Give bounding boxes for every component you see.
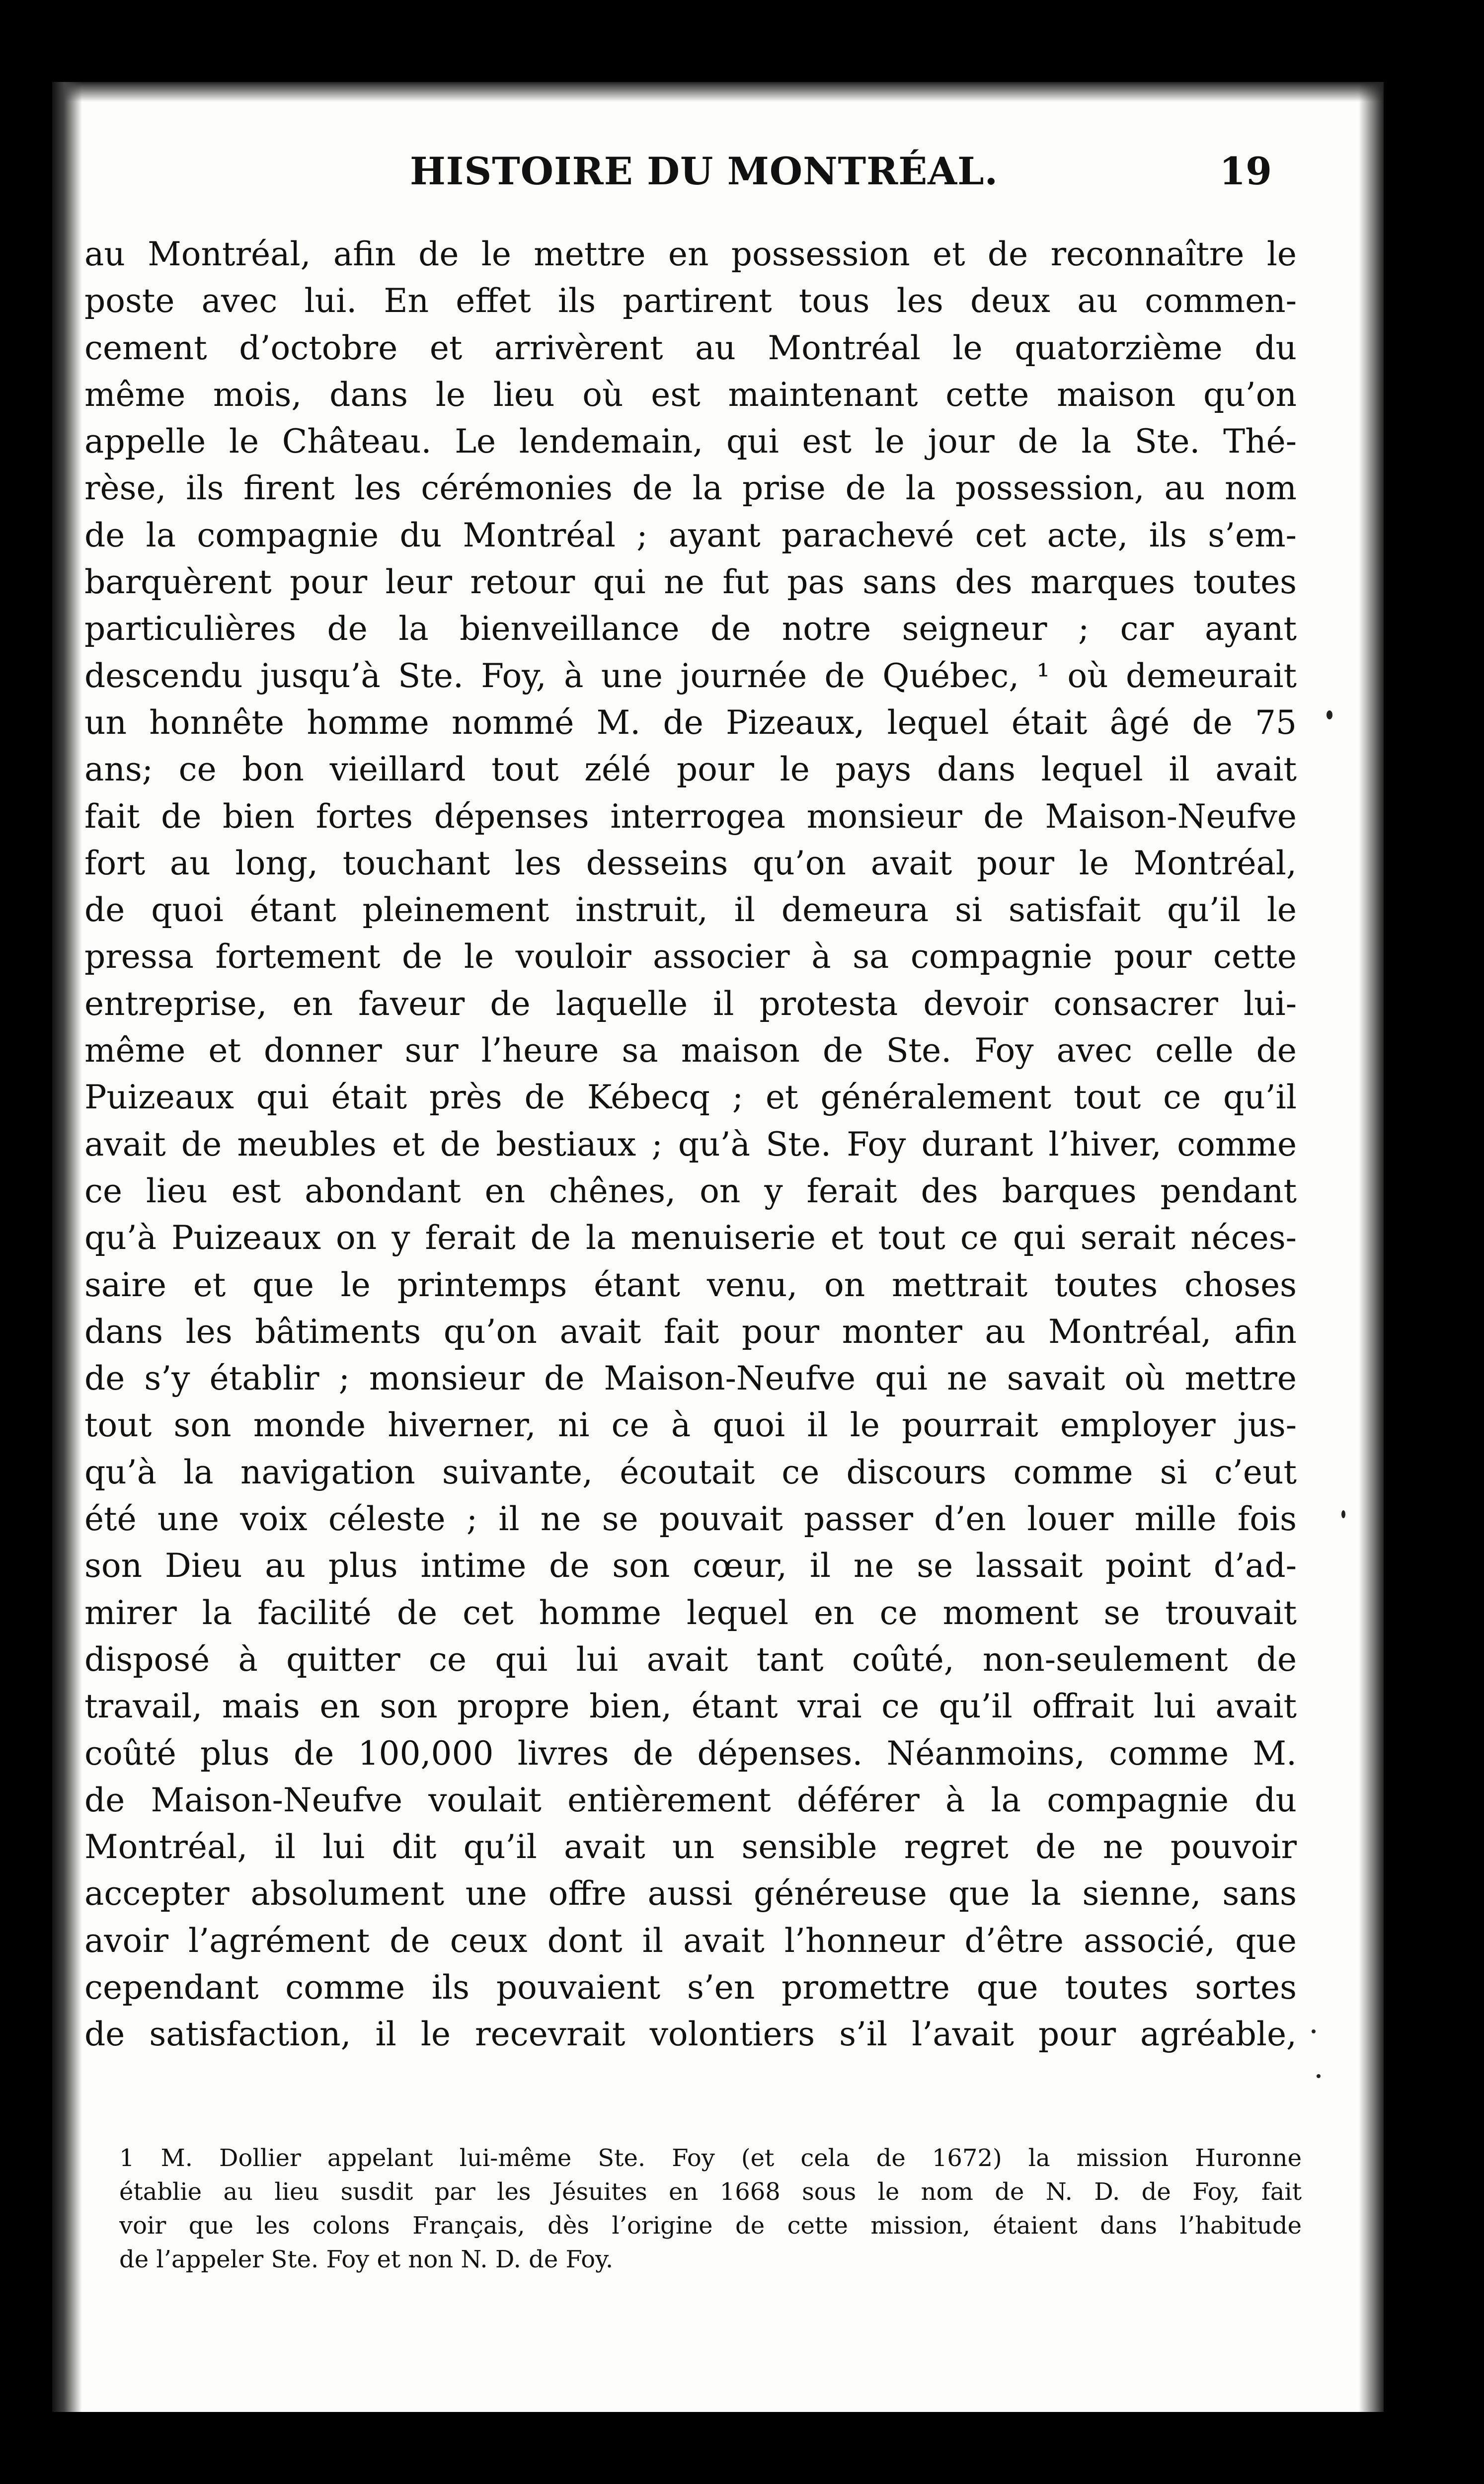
- text-line: saire et que le printemps étant venu, on mettrait toutes choses: [84, 1265, 1297, 1304]
- text-line: appelle le Château. Le lendemain, qui est le jour de la Ste. Thé-: [84, 422, 1297, 461]
- text-line: de la compagnie du Montréal ; ayant parachevé cet acte, ils s’em-: [84, 516, 1297, 554]
- text-line: de satisfaction, il le recevrait volontiers s’il l’avait pour agréable,: [84, 2015, 1297, 2054]
- text-line: barquèrent pour leur retour qui ne fut pas sans des marques toutes: [84, 563, 1297, 602]
- scan-edge-left: [52, 82, 82, 2412]
- text-line: ans; ce bon vieillard tout zélé pour le pays dans lequel il avait: [84, 750, 1297, 789]
- text-line: rèse, ils firent les cérémonies de la prise de la possession, au nom: [84, 469, 1297, 508]
- text-line: son Dieu au plus intime de son cœur, il ne se lassait point d’ad-: [84, 1547, 1297, 1585]
- text-line: mirer la facilité de cet homme lequel en ce moment se trouvait: [84, 1593, 1297, 1632]
- text-line: dans les bâtiments qu’on avait fait pour monter au Montréal, afin: [84, 1312, 1297, 1351]
- running-title: HISTOIRE DU MONTRÉAL.: [410, 149, 999, 193]
- text-line: tout son monde hiverner, ni ce à quoi il le pourrait employer jus-: [84, 1406, 1297, 1445]
- text-line: particulières de la bienveillance de notre seigneur ; car ayant: [84, 610, 1297, 648]
- text-line: travail, mais en son propre bien, étant vrai ce qu’il offrait lui avait: [84, 1687, 1297, 1726]
- footnote: [119, 2141, 1302, 2276]
- text-line: pressa fortement de le vouloir associer à sa compagnie pour cette: [84, 937, 1297, 976]
- text-line: cependant comme ils pouvaient s’en promettre que toutes sortes: [84, 1968, 1297, 2007]
- text-line: Montréal, il lui dit qu’il avait un sensible regret de ne pouvoir: [84, 1828, 1297, 1866]
- text-line: qu’à la navigation suivante, écoutait ce discours comme si c’eut: [84, 1453, 1297, 1491]
- text-line: même et donner sur l’heure sa maison de Ste. Foy avec celle de: [84, 1031, 1297, 1070]
- text-line: coûté plus de 100,000 livres de dépenses. Néanmoins, comme M.: [84, 1734, 1297, 1773]
- scan-speck: [1312, 2029, 1316, 2033]
- text-line: ce lieu est abondant en chênes, on y ferait des barques pendant: [84, 1171, 1297, 1210]
- text-line: fait de bien fortes dépenses interrogea monsieur de Maison-Neufve: [84, 797, 1297, 836]
- text-line: poste avec lui. En effet ils partirent tous les deux au commen-: [84, 282, 1297, 320]
- text-line: de quoi étant pleinement instruit, il demeura si satisfait qu’il le: [84, 891, 1297, 930]
- text-line: de Maison-Neufve voulait entièrement déférer à la compagnie du: [84, 1781, 1297, 1819]
- running-header: [79, 149, 1351, 204]
- text-line: cement d’octobre et arrivèrent au Montréal le quatorzième du: [84, 328, 1297, 367]
- text-line: été une voix céleste ; il ne se pouvait passer d’en louer mille fois: [84, 1500, 1297, 1539]
- text-line: avoir l’agrément de ceux dont il avait l’honneur d’être associé, que: [84, 1921, 1297, 1960]
- footnote-line: 1 M. Dollier appelant lui-même Ste. Foy (et cela de 1672) la mission Huronne: [119, 2144, 1302, 2172]
- text-line: Puizeaux qui était près de Kébecq ; et généralement tout ce qu’il: [84, 1078, 1297, 1117]
- text-line: un honnête homme nommé M. de Pizeaux, lequel était âgé de 75: [84, 703, 1297, 742]
- footnote-line: voir que les colons Français, dès l’origine de cette mission, étaient dans l’habitude: [119, 2212, 1302, 2240]
- scan-edge-right: [1359, 82, 1384, 2412]
- scan-speck: [1341, 1510, 1345, 1518]
- text-line: fort au long, touchant les desseins qu’on avait pour le Montréal,: [84, 844, 1297, 882]
- text-line: disposé à quitter ce qui lui avait tant coûté, non-seulement de: [84, 1640, 1297, 1679]
- scan-speck: [1317, 2074, 1321, 2078]
- text-line: descendu jusqu’à Ste. Foy, à une journée de Québec, ¹ où demeurait: [84, 656, 1297, 695]
- text-line: entreprise, en faveur de laquelle il protesta devoir consacrer lui-: [84, 984, 1297, 1023]
- main-text: [84, 231, 1297, 2058]
- text-line: au Montréal, afin de le mettre en possession et de reconnaître le: [84, 235, 1297, 273]
- text-line: qu’à Puizeaux on y ferait de la menuiserie et tout ce qui serait néces-: [84, 1219, 1297, 1257]
- text-line: de s’y établir ; monsieur de Maison-Neufve qui ne savait où mettre: [84, 1359, 1297, 1398]
- text-line: même mois, dans le lieu où est maintenant cette maison qu’on: [84, 375, 1297, 414]
- footnote-line: de l’appeler Ste. Foy et non N. D. de Foy.: [119, 2246, 614, 2273]
- text-line: accepter absolument une offre aussi généreuse que la sienne, sans: [84, 1874, 1297, 1913]
- scan-speck: [1327, 710, 1332, 719]
- footnote-line: établie au lieu susdit par les Jésuites en 1668 sous le nom de N. D. de Foy, fait: [119, 2178, 1302, 2206]
- scan-edge-top: [52, 82, 1384, 102]
- text-line: avait de meubles et de bestiaux ; qu’à Ste. Foy durant l’hiver, comme: [84, 1125, 1297, 1164]
- page-number: 19: [1219, 149, 1272, 193]
